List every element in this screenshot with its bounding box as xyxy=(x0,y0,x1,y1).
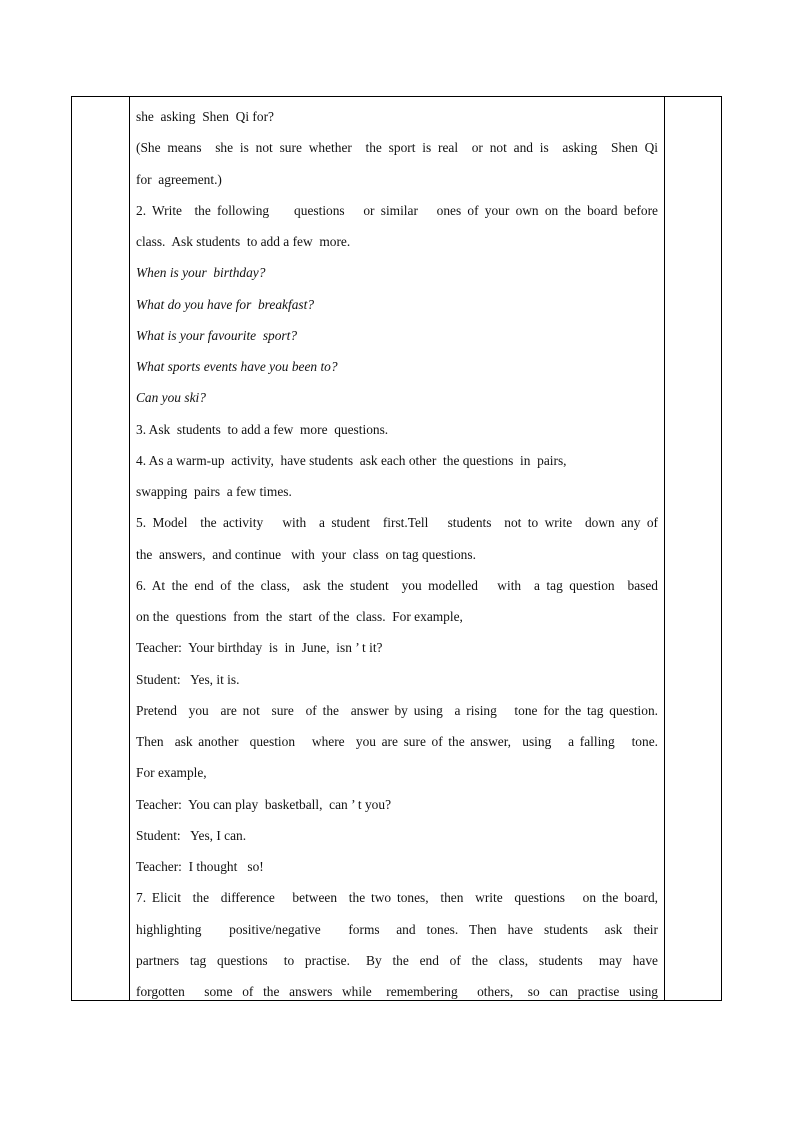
text-line: the answers, and continue with your class on tag questions. xyxy=(136,546,476,562)
example-question-line: What do you have for breakfast? xyxy=(136,296,315,312)
text-line: forgotten some of the answers while remembering others, so can practise using xyxy=(136,984,658,999)
right-column-cell xyxy=(664,97,721,1000)
text-line: highlighting positive/negative forms and tones. Then have students ask their xyxy=(136,921,658,937)
text-line: Pretend you are not sure of the answer by using a rising tone for the tag question. xyxy=(136,702,658,718)
procedure-text-cell xyxy=(130,97,664,1000)
text-line: 3. Ask students to add a few more questions. xyxy=(136,421,389,437)
text-line: Teacher: I thought so! xyxy=(136,859,264,874)
text-line: 6. At the end of the class, ask the student you modelled with a tag question based xyxy=(136,577,658,593)
text-line: Student: Yes, I can. xyxy=(136,827,247,843)
text-line: Teacher: Your birthday is in June, isn ’ t it? xyxy=(136,640,383,656)
example-question-line: What is your favourite sport? xyxy=(136,327,298,343)
text-line: For example, xyxy=(136,765,207,781)
left-column-cell xyxy=(72,97,130,1000)
text-line: 2. Write the following questions or similar ones of your own on the board before xyxy=(136,202,658,218)
text-line: on the questions from the start of the class. For example, xyxy=(136,609,463,624)
lesson-plan-table xyxy=(71,96,722,1001)
example-question-line: What sports events have you been to? xyxy=(136,359,338,374)
text-line: for agreement.) xyxy=(136,171,222,187)
text-line: partners tag questions to practise. By the end of the class, students may have xyxy=(136,952,658,968)
text-line: swapping pairs a few times. xyxy=(136,484,292,499)
text-line: she asking Shen Qi for? xyxy=(136,109,274,124)
text-line: 7. Elicit the difference between the two tones, then write questions on the board, xyxy=(136,890,658,906)
text-line: Then ask another question where you are sure of the answer, using a falling tone. xyxy=(136,734,658,749)
example-question-line: When is your birthday? xyxy=(136,265,266,281)
text-line: 4. As a warm-up activity, have students ask each other the questions in pairs, xyxy=(136,452,567,468)
text-line: class. Ask students to add a few more. xyxy=(136,234,351,249)
text-line: Teacher: You can play basketball, can ’ t you? xyxy=(136,796,392,812)
text-line: Student: Yes, it is. xyxy=(136,671,240,687)
text-line: 5. Model the activity with a student first.Tell students not to write down any of xyxy=(136,515,658,531)
example-question-line: Can you ski? xyxy=(136,390,206,406)
text-line: (She means she is not sure whether the sport is real or not and is asking Shen Qi xyxy=(136,140,658,156)
